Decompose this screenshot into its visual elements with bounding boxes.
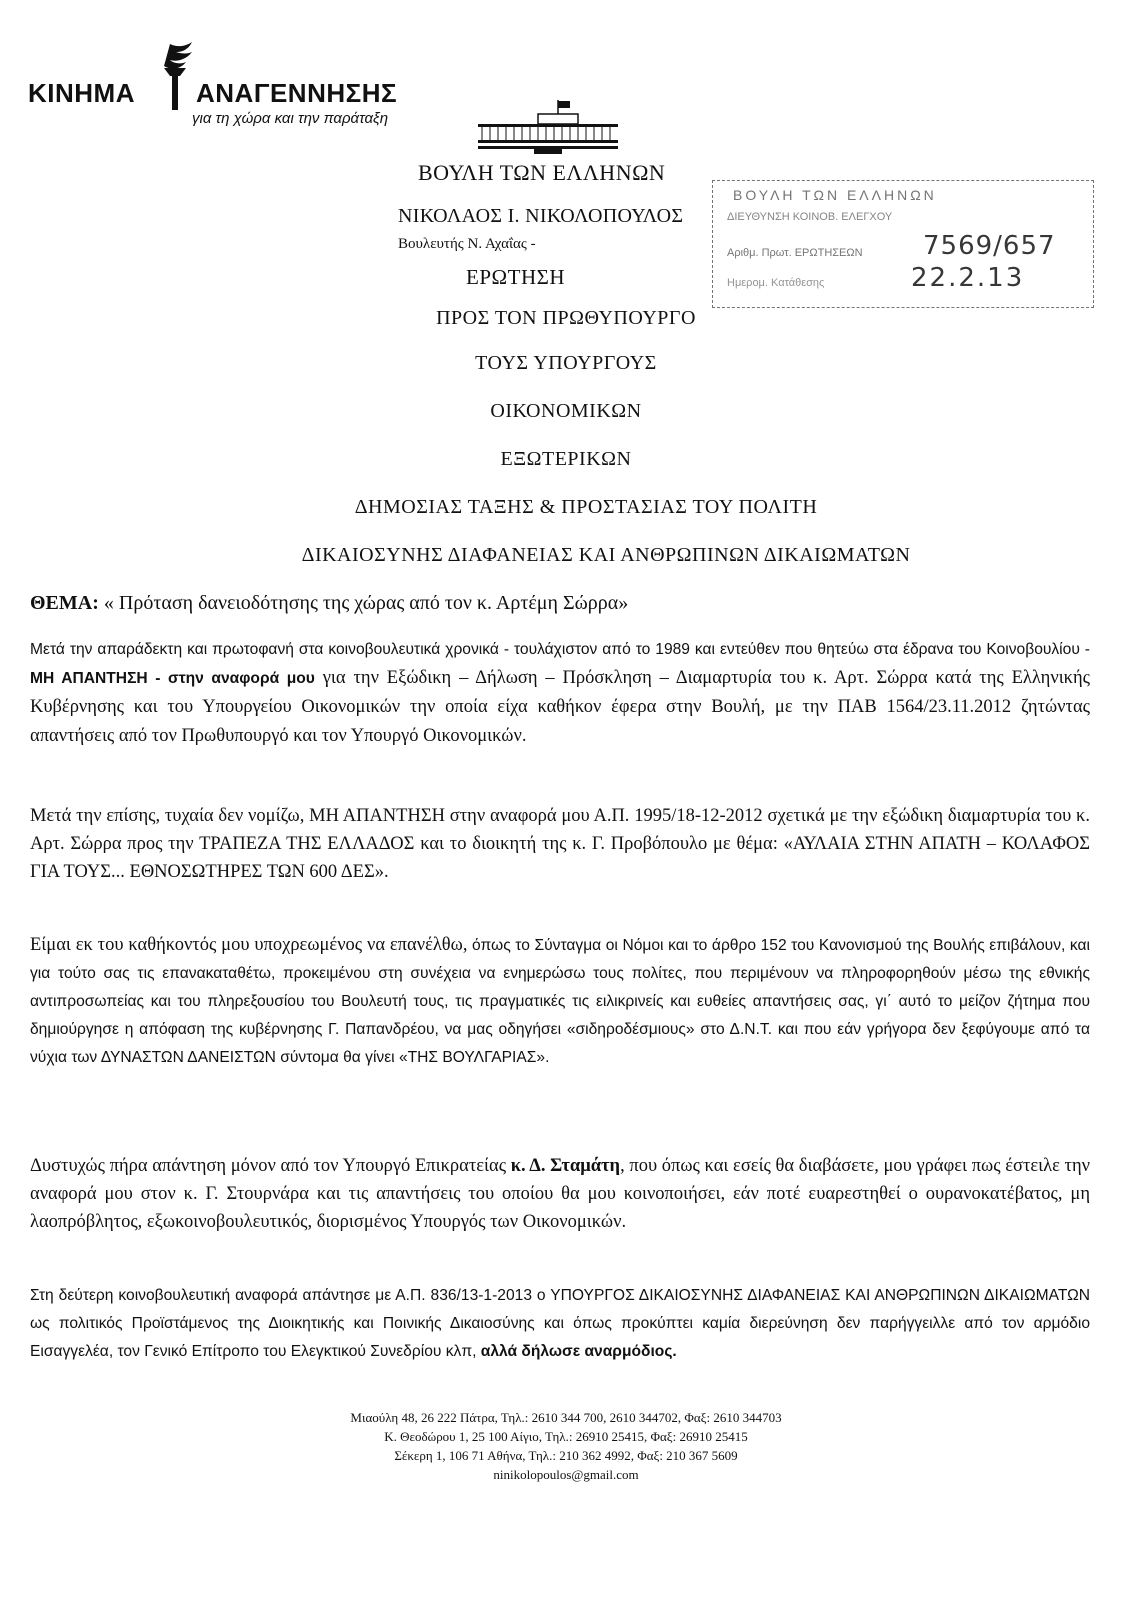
parliament-building-icon (478, 100, 618, 154)
footer-address-athens: Σέκερη 1, 106 71 Αθήνα, Τηλ.: 210 362 4992, Φαξ: 210 367 5609 (394, 1448, 738, 1463)
footer-address-patra: Μιαούλη 48, 26 222 Πάτρα, Τηλ.: 2610 344 700, 2610 344702, Φαξ: 2610 344703 (350, 1410, 782, 1425)
paragraph-text: , που όπως και εσείς θα διαβάσετε, μου γράφει πως έστειλε την αναφορά μου στον κ. Γ. Στουρνάρα και τις απαντήσεις του οποίου θα μου κοινοποιήσει, εάν ποτέ ευαρεστηθεί ο ουρανοκατέβατος, μη λαοπρόβλητος, εξωκοινοβουλευτικός, διορισμένος Υπουργός των Οικονομικών. (30, 1156, 1091, 1232)
subject-line (30, 592, 628, 615)
party-name-left: ΚΙΝΗΜΑ (28, 78, 135, 108)
footer-contacts (0, 1408, 1132, 1484)
mp-name: ΝΙΚΟΛΑΟΣ Ι. ΝΙΚΟΛΟΠΟΥΛΟΣ (398, 205, 684, 227)
paragraph-text: Μετά την απαράδεκτη και πρωτοφανή στα κοινοβουλευτικά χρονικά - τουλάχιστον από το 1989 και εντεύθεν που θητεύω στα έδρανα του Κοινοβουλίου - (30, 641, 1090, 658)
party-slogan: για τη χώρα και την παράταξη (192, 110, 389, 127)
paragraph-text: όπως το Σύνταγμα οι Νόμοι και το άρθρο 152 του Κανονισμού της Βουλής επιβάλουν, και για τούτο σας τις επανακαταθέτω, προκειμένου στη συνέχεια να ενημερώσω τους πολίτες, που περιμένουν να πληροφορηθούν μέσω της εθνικής αντιπροσωπείας και του πληρεξουσίου του Βουλευτή τους, τις πραγματικές τις ειλικρινείς και ευθείες απαντήσεις σας, γι΄ αυτό το μείζον ζήτημα που δημιούργησε η απόφαση της κυβέρνησης Γ. Παπανδρέου, να μας οδηγήσει «σιδηροδέσμιους» στο Δ.Ν.Τ. και που εάν γρήγορα δεν ξεφύγουμε από τα νύχια των ΔΥΝΑΣΤΩΝ ΔΑΝΕΙΣΤΩΝ σύντομα θα γίνει «ΤΗΣ ΒΟΥΛΓΑΡΙΑΣ». (30, 937, 1090, 1066)
footer-email: ninikolopoulos@gmail.com (493, 1467, 639, 1482)
paragraph-3 (30, 931, 1090, 1072)
stamp-date-label: Ημερομ. Κατάθεσης (727, 277, 825, 289)
stamp-date: 22.2.13 (911, 263, 1025, 293)
paragraph-emphasis: αλλά δήλωσε αναρμόδιος. (480, 1343, 677, 1360)
paragraph-emphasis: ΜΗ ΑΠΑΝΤΗΣΗ - στην αναφορά μου (30, 670, 315, 687)
paragraph-text: για την Εξώδικη – Δήλωση – Πρόσκληση – Διαμαρτυρία του κ. Αρτ. Σώρρα κατά της Ελληνικής Κυβέρνησης και του Υπουργείου Οικονομικών την οποία είχα καθήκον έφερα στην Βουλή, με την ΠΑΒ 1564/23.11.2012 ζητώντας απαντήσεις από τον Πρωθυπουργό και τον Υπουργό Οικονομικών. (30, 668, 1090, 746)
stamp-title: ΒΟΥΛΗ ΤΩΝ ΕΛΛΗΝΩΝ (733, 187, 937, 203)
document-type: ΕΡΩΤΗΣΗ (466, 265, 565, 289)
recipient-line: ΟΙΚΟΝΟΜΙΚΩΝ (490, 400, 642, 422)
paragraph-2: Μετά την επίσης, τυχαία δεν νομίζω, ΜΗ ΑΠΑΝΤΗΣΗ στην αναφορά μου Α.Π. 1995/18-12-2012 σχετικά με την εξώδικη διαμαρτυρία του κ. Αρτ. Σώρρα προς την ΤΡΑΠΕΖΑ ΤΗΣ ΕΛΛΑΔΟΣ και το διοικητή της κ. Γ. Προβόπουλο με θέμα: «ΑΥΛΑΙΑ ΣΤΗΝ ΑΠΑΤΗ – ΚΟΛΑΦΟΣ ΓΙΑ ΤΟΥΣ... ΕΘΝΟΣΩΤΗΡΕΣ ΤΩΝ 600 ΔΕΣ». (30, 806, 1090, 882)
stamp-department: ΔΙΕΥΘΥΝΣΗ ΚΟΙΝΟΒ. ΕΛΕΓΧΟΥ (727, 211, 893, 223)
stamp-number-label: Αριθμ. Πρωτ. ΕΡΩΤΗΣΕΩΝ (727, 247, 863, 259)
paragraph-emphasis: κ. Δ. Σταμάτη (510, 1156, 621, 1176)
parliament-name: ΒΟΥΛΗ ΤΩΝ ΕΛΛΗΝΩΝ (418, 160, 666, 185)
recipient-line: ΕΞΩΤΕΡΙΚΩΝ (500, 448, 632, 470)
torch-icon (156, 40, 196, 110)
party-logo (28, 40, 408, 130)
footer-address-aigio: Κ. Θεοδώρου 1, 25 100 Αίγιο, Τηλ.: 26910 25415, Φαξ: 26910 25415 (384, 1429, 748, 1444)
recipient-line: ΤΟΥΣ ΥΠΟΥΡΓΟΥΣ (475, 352, 657, 374)
subject-label: ΘΕΜΑ: (30, 592, 99, 614)
recipient-line: ΔΗΜΟΣΙΑΣ ΤΑΞΗΣ & ΠΡΟΣΤΑΣΙΑΣ ΤΟΥ ΠΟΛΙΤΗ (354, 496, 818, 518)
paragraph-4 (30, 1152, 1090, 1236)
paragraph-emphasis: Είμαι εκ του καθήκοντός μου υποχρεωμένος να επανέλθω, (30, 935, 468, 955)
subject-text: « Πρόταση δανειοδότησης της χώρας από τον κ. Αρτέμη Σώρρα» (103, 592, 629, 614)
paragraph-5 (30, 1282, 1090, 1366)
recipient-line: ΔΙΚΑΙΟΣΥΝΗΣ ΔΙΑΦΑΝΕΙΑΣ ΚΑΙ ΑΝΘΡΩΠΙΝΩΝ ΔΙΚΑΙΩΜΑΤΩΝ (301, 544, 911, 566)
recipient-line: ΠΡΟΣ ΤΟΝ ΠΡΩΘΥΠΟΥΡΓΟ (436, 307, 696, 329)
paragraph-1 (30, 636, 1090, 751)
party-name-right: ΑΝΑΓΕΝΝΗΣΗΣ (196, 78, 398, 108)
mp-title: Βουλευτής Ν. Αχαΐας - (398, 236, 536, 252)
paragraph-text: Στη δεύτερη κοινοβουλευτική αναφορά απάντησε με Α.Π. 836/13-1-2013 ο ΥΠΟΥΡΓΟΣ ΔΙΚΑΙΟΣΥΝΗΣ ΔΙΑΦΑΝΕΙΑΣ ΚΑΙ ΑΝΘΡΩΠΙΝΩΝ ΔΙΚΑΙΩΜΑΤΩΝ ως πολιτικός Προϊστάμενος της Διοικητικής και Ποινικής Δικαιοσύνης και όπως προκύπτει καμία διερεύνηση δεν παρήγγειλλε από τον αρμόδιο Εισαγγελέα, τον Γενικό Επίτροπο του Ελεγκτικού Συνεδρίου κλπ, (30, 1287, 1090, 1360)
paragraph-text: Δυστυχώς πήρα απάντηση μόνον από τον Υπουργό Επικρατείας (30, 1156, 511, 1176)
registration-stamp (712, 180, 1094, 308)
stamp-number: 7569/657 (923, 231, 1056, 261)
